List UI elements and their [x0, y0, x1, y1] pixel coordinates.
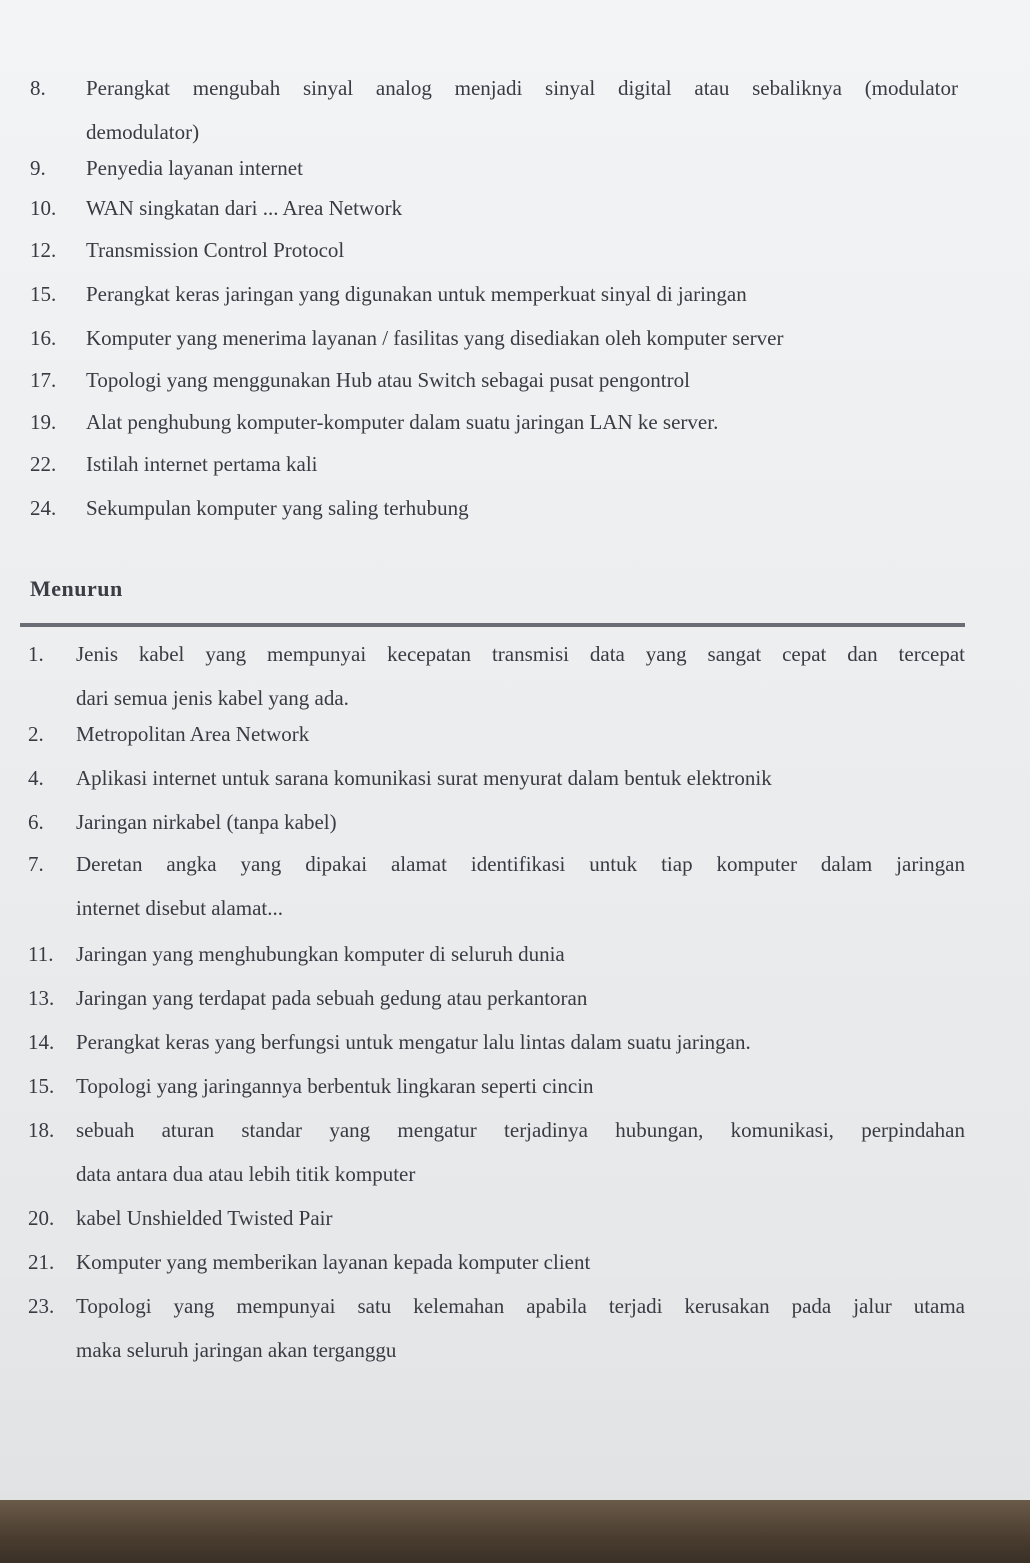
clue-text: Istilah internet pertama kali — [86, 452, 318, 476]
clue-text: WAN singkatan dari ... Area Network — [86, 196, 403, 220]
clue-number: 24. — [30, 496, 57, 520]
clue-number: 19. — [30, 410, 57, 434]
section-divider — [20, 623, 965, 627]
clue-number: 18. — [28, 1118, 55, 1142]
clue-text: Jaringan yang terdapat pada sebuah gedung atau perkantoran — [76, 986, 588, 1010]
clue-text: demodulator) — [86, 120, 200, 144]
clue-number: 22. — [30, 452, 57, 476]
clue-text: Perangkat mengubah sinyal analog menjadi sinyal digital atau sebaliknya (modulator — [86, 76, 958, 100]
clue-number: 1. — [28, 642, 44, 666]
clue-number: 9. — [30, 156, 46, 180]
clue-number: 4. — [28, 766, 44, 790]
clue-number: 14. — [28, 1030, 55, 1054]
clue-number: 15. — [30, 282, 57, 306]
clue-number: 11. — [28, 942, 54, 966]
clue-number: 12. — [30, 238, 57, 262]
clue-number: 16. — [30, 326, 57, 350]
clue-text: Sekumpulan komputer yang saling terhubung — [86, 496, 469, 520]
clue-text: Perangkat keras jaringan yang digunakan untuk memperkuat sinyal di jaringan — [86, 282, 747, 306]
clue-text: Komputer yang memberikan layanan kepada komputer client — [76, 1250, 591, 1274]
clue-number: 7. — [28, 852, 44, 876]
clue-text: Aplikasi internet untuk sarana komunikasi surat menyurat dalam bentuk elektronik — [76, 766, 772, 790]
clue-text: Topologi yang jaringannya berbentuk lingkaran seperti cincin — [76, 1074, 594, 1098]
clue-text: Perangkat keras yang berfungsi untuk mengatur lalu lintas dalam suatu jaringan. — [76, 1030, 751, 1054]
clue-number: 17. — [30, 368, 57, 392]
clue-text: Alat penghubung komputer-komputer dalam suatu jaringan LAN ke server. — [86, 410, 719, 434]
clue-text: dari semua jenis kabel yang ada. — [76, 686, 349, 710]
clue-number: 20. — [28, 1206, 55, 1230]
table-surface — [0, 1500, 1030, 1563]
clue-text: data antara dua atau lebih titik komputer — [76, 1162, 416, 1186]
clue-text: Jenis kabel yang mempunyai kecepatan transmisi data yang sangat cepat dan tercepat — [76, 642, 965, 666]
menurun-heading: Menurun — [30, 576, 123, 601]
clue-text: internet disebut alamat... — [76, 896, 284, 920]
clue-text: Jaringan nirkabel (tanpa kabel) — [76, 810, 337, 834]
clue-text: Deretan angka yang dipakai alamat identifikasi untuk tiap komputer dalam jaringan — [76, 852, 965, 876]
clue-text: Transmission Control Protocol — [86, 238, 345, 262]
clue-text: Topologi yang mempunyai satu kelemahan apabila terjadi kerusakan pada jalur utama — [76, 1294, 965, 1318]
clue-number: 8. — [30, 76, 46, 100]
clue-text: sebuah aturan standar yang mengatur terjadinya hubungan, komunikasi, perpindahan — [76, 1118, 965, 1142]
clue-number: 23. — [28, 1294, 55, 1318]
clue-number: 6. — [28, 810, 44, 834]
clue-text: maka seluruh jaringan akan terganggu — [76, 1338, 397, 1362]
clue-text: Metropolitan Area Network — [76, 722, 310, 746]
clue-number: 21. — [28, 1250, 55, 1274]
clue-number: 10. — [30, 196, 57, 220]
clue-text: Topologi yang menggunakan Hub atau Switch sebagai pusat pengontrol — [86, 368, 690, 392]
clue-text: Jaringan yang menghubungkan komputer di seluruh dunia — [76, 942, 565, 966]
clue-number: 2. — [28, 722, 44, 746]
clue-text: Komputer yang menerima layanan / fasilitas yang disediakan oleh komputer server — [86, 326, 784, 350]
clue-text: Penyedia layanan internet — [86, 156, 303, 180]
clue-text: kabel Unshielded Twisted Pair — [76, 1206, 333, 1230]
clue-number: 13. — [28, 986, 55, 1010]
clue-number: 15. — [28, 1074, 55, 1098]
